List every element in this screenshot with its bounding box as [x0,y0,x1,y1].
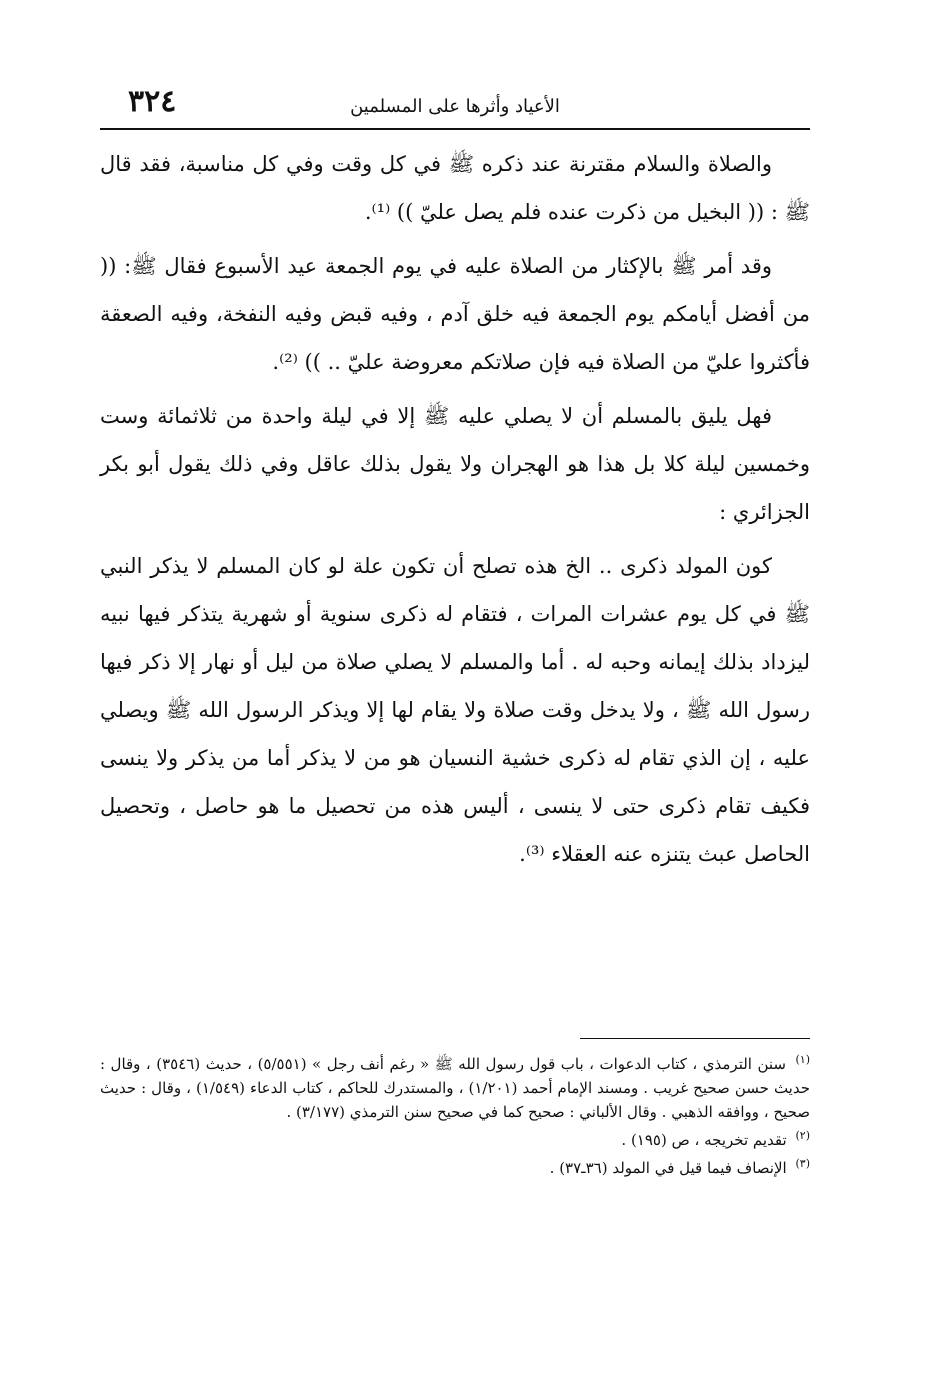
paragraph-4: كون المولد ذكرى .. الخ هذه تصلح أن تكون علة لو كان المسلم لا يذكر النبي ﷺ في كل يوم عشرات المرات ، فتقام له ذكرى سنوية أو شهرية يتذكر فيها نبيه ليزداد بذلك إيمانه وحبه له . أما والمسلم لا يصلي صلاة من ليل أو نهار إلا ذكر فيها رسول الله ﷺ ، ولا يدخل وقت صلاة ولا يقام لها إلا ويذكر الرسول الله ﷺ ويصلي عليه ، إن الذي تقام له ذكرى خشية النسيان هو من لا يذكر أما من يذكر ولا ينسى فكيف تقام ذكرى حتى لا ينسى ، أليس هذه من تحصيل ما هو حاصل ، وتحصيل الحاصل عبث يتنزه عنه العقلاء ⁽³⁾. [100,554,810,866]
footnote-text: الإنصاف فيما قيل في المولد (٣٦ـ٣٧) . [549,1159,787,1177]
footnote-3 [100,1152,810,1180]
paragraph-1: والصلاة والسلام مقترنة عند ذكره ﷺ في كل وقت وفي كل مناسبة، فقد قال ﷺ : (( البخيل من ذكرت عنده فلم يصل عليّ )) ⁽¹⁾. [100,152,810,224]
footnote-separator [580,1038,810,1039]
footnote-mark: (٣) [795,1157,810,1170]
footnote-2 [100,1124,810,1152]
footnote-1 [100,1048,810,1124]
body-text [100,140,810,884]
footnote-mark: (١) [795,1053,810,1066]
paragraph-3: فهل يليق بالمسلم أن لا يصلي عليه ﷺ إلا في ليلة واحدة من ثلاثمائة وست وخمسين ليلة كلا بل هذا هو الهجران ولا يقول بذلك عاقل وفي ذلك يقول أبو بكر الجزائري : [100,404,810,524]
footnote-text: سنن الترمذي ، كتاب الدعوات ، باب قول رسول الله ﷺ « رغم أنف رجل » (٥/٥٥١) ، حديث (٣٥٤٦) ، وقال : حديث حسن صحيح غريب . ومسند الإمام أحمد (١/٢٠١) ، والمستدرك للحاكم ، كتاب الدعاء (١/٥٤٩) ، وقال : حديث صحيح ، ووافقه الذهبي . وقال الألباني : صحيح كما في صحيح سنن الترمذي (٣/١٧٧) . [100,1055,810,1121]
running-title: الأعياد وأثرها على المسلمين [350,96,560,117]
footnote-mark: (٢) [795,1129,810,1142]
page-header [100,80,810,130]
footnote-text: تقديم تخريجه ، ص (١٩٥) . [621,1131,787,1149]
paragraph-2: وقد أمر ﷺ بالإكثار من الصلاة عليه في يوم الجمعة عيد الأسبوع فقال ﷺ: (( من أفضل أيامكم يوم الجمعة فيه خلق آدم ، وفيه قبض وفيه النفخة، وفيه الصعقة فأكثروا عليّ من الصلاة فيه فإن صلاتكم معروضة عليّ .. )) ⁽²⁾. [100,254,810,374]
footnotes [100,1048,810,1180]
page-number: ٣٢٤ [128,84,177,119]
